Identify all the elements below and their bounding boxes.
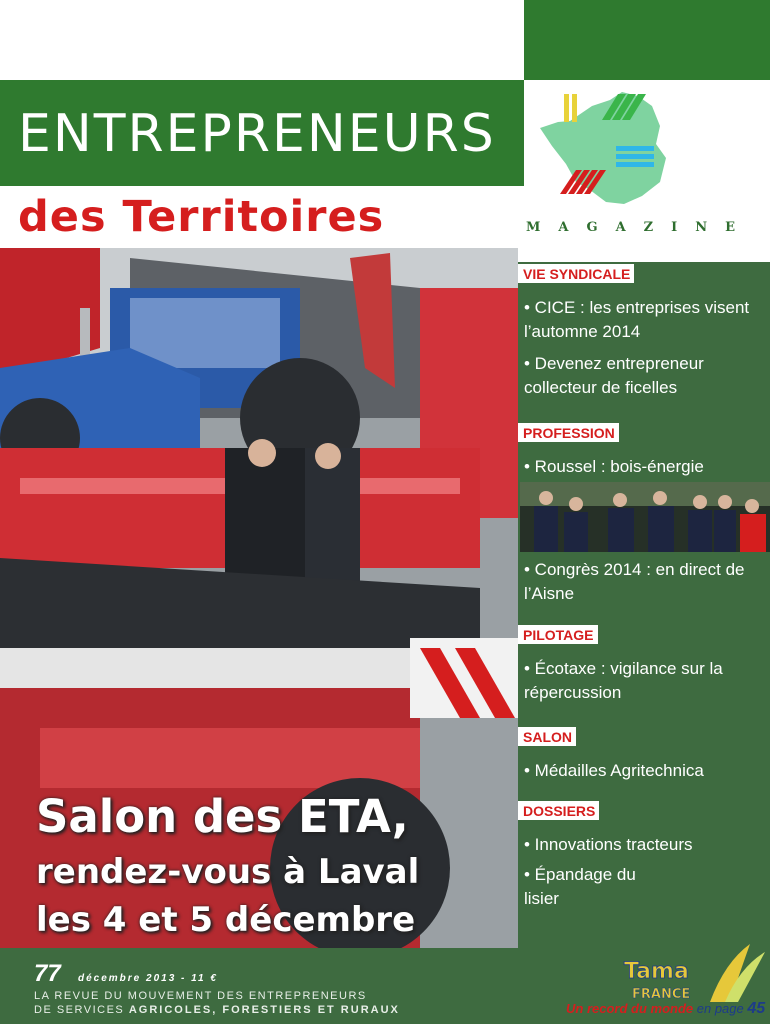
contents-item: • Écotaxe : vigilance sur la répercussion [524,659,723,702]
masthead-title: ENTREPRENEURS [18,104,496,164]
issue-number: 77 [34,960,61,987]
contents-item: • Médailles Agritechnica [524,761,704,780]
section-heading-profession: PROFESSION [518,423,619,442]
tagline-bold: AGRICOLES, FORESTIERS ET RURAUX [128,1004,400,1016]
contents-item: • Roussel : bois-énergie [524,457,704,476]
ad-page-number: 45 [747,1000,766,1017]
cover-headline-line3: les 4 et 5 décembre [36,900,416,940]
ad-record: Un record du monde [566,1001,694,1016]
team-photo [520,482,770,552]
contents-item: • Congrès 2014 : en direct de l’Aisne [524,560,745,603]
cover-photo [0,248,518,948]
section-heading-vie-syndicale: VIE SYNDICALE [518,264,634,283]
ad-record-text [566,1000,765,1018]
contents-item: • Innovations tracteurs [524,835,693,854]
contents-item: • CICE : les entreprises visent l’automne 2014 [524,298,750,341]
tagline-prefix: DE SERVICES [34,1004,125,1016]
tagline-line2 [34,1004,400,1016]
cover-headline: Salon des ETA, [36,790,409,843]
ad-page-prefix: en page [696,1001,744,1016]
top-green-block [524,0,770,80]
contents-item: • Devenez entrepreneur collecteur de ficelles [524,354,704,397]
contents-item: • Épandage du lisier [524,865,636,908]
masthead-subtitle: des Territoires [18,192,385,242]
france-map-logo [530,86,680,216]
section-heading-pilotage: PILOTAGE [518,625,598,644]
tama-brand-sub: FRANCE [632,987,691,1002]
section-heading-dossiers: DOSSIERS [518,801,599,820]
section-heading-salon: SALON [518,727,576,746]
issue-date-price: décembre 2013 - 11 € [78,973,218,984]
tama-brand: Tama [624,959,689,984]
cover-headline-line2: rendez-vous à Laval [36,852,420,892]
tagline-line1: LA REVUE DU MOUVEMENT DES ENTREPRENEURS [34,990,367,1002]
magazine-label: MAGAZINE [526,220,754,235]
